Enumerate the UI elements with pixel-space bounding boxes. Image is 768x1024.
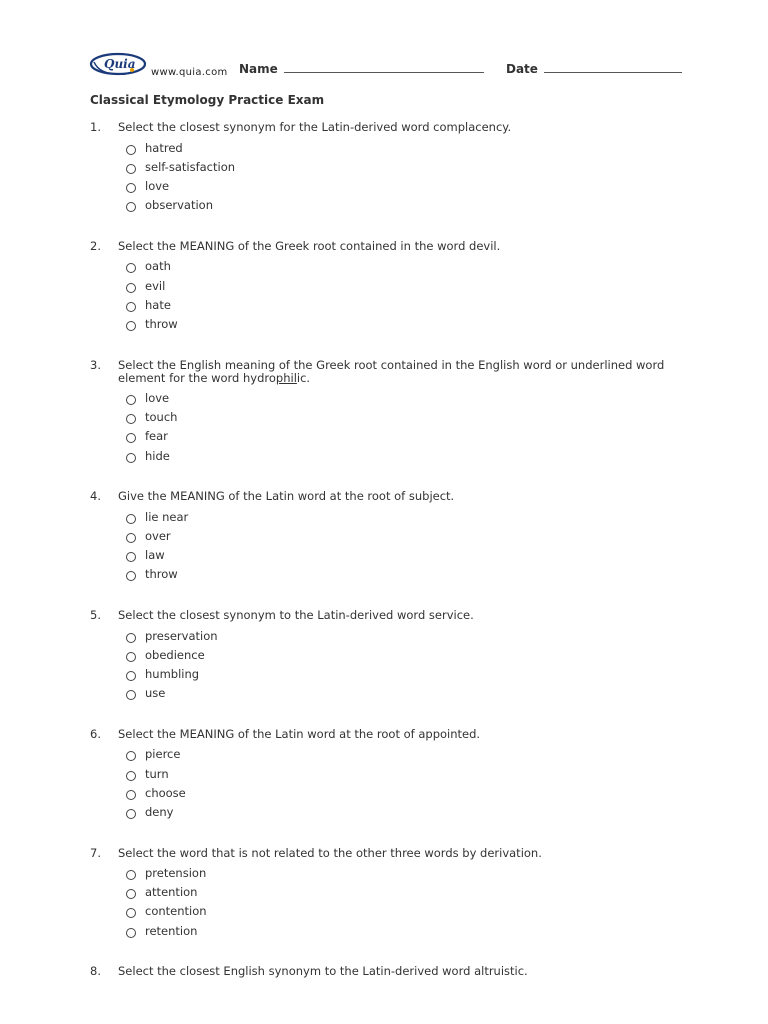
radio-button[interactable] bbox=[126, 164, 136, 174]
radio-button[interactable] bbox=[126, 809, 136, 819]
option-label: throw bbox=[145, 567, 178, 582]
date-field bbox=[506, 62, 682, 76]
radio-button[interactable] bbox=[126, 453, 136, 463]
answer-option[interactable] bbox=[90, 196, 690, 215]
option-label: use bbox=[145, 686, 166, 701]
question-text: Give the MEANING of the Latin word at the root of subject. bbox=[118, 489, 455, 504]
radio-button[interactable] bbox=[126, 690, 136, 700]
quia-logo-icon bbox=[88, 50, 152, 84]
radio-button[interactable] bbox=[126, 889, 136, 899]
question-number: 3. bbox=[90, 357, 101, 372]
option-label: choose bbox=[145, 785, 186, 800]
option-label: self-satisfaction bbox=[145, 159, 236, 174]
answer-option[interactable] bbox=[90, 176, 690, 195]
radio-button[interactable] bbox=[126, 183, 136, 193]
answer-option[interactable] bbox=[90, 684, 690, 703]
radio-button[interactable] bbox=[126, 145, 136, 155]
question-text: Select the word that is not related to the other three words by derivation. bbox=[118, 845, 542, 860]
option-label: observation bbox=[145, 198, 214, 213]
answer-option[interactable] bbox=[90, 507, 690, 526]
question-text-part: ic. bbox=[296, 370, 311, 385]
option-label: hatred bbox=[145, 140, 183, 155]
answer-option[interactable] bbox=[90, 626, 690, 645]
answer-option[interactable] bbox=[90, 802, 690, 821]
answer-option[interactable] bbox=[90, 664, 690, 683]
answer-option[interactable] bbox=[90, 764, 690, 783]
radio-button[interactable] bbox=[126, 771, 136, 781]
answer-option[interactable] bbox=[90, 565, 690, 584]
radio-button[interactable] bbox=[126, 533, 136, 543]
option-label: love bbox=[145, 391, 170, 406]
answer-option[interactable] bbox=[90, 427, 690, 446]
option-label: over bbox=[145, 529, 171, 544]
radio-button[interactable] bbox=[126, 395, 136, 405]
option-label: love bbox=[145, 178, 170, 193]
question-number: 1. bbox=[90, 120, 101, 134]
answer-option[interactable] bbox=[90, 783, 690, 802]
question-text: Select the MEANING of the Greek root contained in the word devil. bbox=[118, 238, 501, 253]
question-number: 4. bbox=[90, 489, 101, 504]
answer-option[interactable] bbox=[90, 883, 690, 902]
exam-title: Classical Etymology Practice Exam bbox=[90, 93, 325, 107]
option-label: oath bbox=[145, 259, 171, 274]
radio-button[interactable] bbox=[126, 433, 136, 443]
question-list bbox=[90, 121, 690, 1003]
option-label: evil bbox=[145, 278, 166, 293]
answer-option[interactable] bbox=[90, 138, 690, 157]
radio-button[interactable] bbox=[126, 870, 136, 880]
question-text: Select the MEANING of the Latin word at the root of appointed. bbox=[118, 726, 481, 741]
answer-option[interactable] bbox=[90, 389, 690, 408]
question bbox=[90, 965, 690, 978]
answer-option[interactable] bbox=[90, 864, 690, 883]
radio-button[interactable] bbox=[126, 571, 136, 581]
radio-button[interactable] bbox=[126, 552, 136, 562]
question bbox=[90, 490, 690, 584]
answer-option[interactable] bbox=[90, 745, 690, 764]
radio-button[interactable] bbox=[126, 263, 136, 273]
answer-option[interactable] bbox=[90, 645, 690, 664]
option-label: turn bbox=[145, 766, 169, 781]
answer-option[interactable] bbox=[90, 921, 690, 940]
answer-option[interactable] bbox=[90, 276, 690, 295]
date-label: Date bbox=[506, 62, 538, 76]
option-label: obedience bbox=[145, 647, 205, 662]
option-label: contention bbox=[145, 904, 207, 919]
radio-button[interactable] bbox=[126, 321, 136, 331]
radio-button[interactable] bbox=[126, 283, 136, 293]
answer-option[interactable] bbox=[90, 526, 690, 545]
radio-button[interactable] bbox=[126, 928, 136, 938]
radio-button[interactable] bbox=[126, 671, 136, 681]
answer-option[interactable] bbox=[90, 408, 690, 427]
question bbox=[90, 121, 690, 215]
date-blank-line bbox=[544, 62, 682, 73]
site-url: www.quia.com bbox=[151, 67, 228, 78]
option-label: hate bbox=[145, 297, 171, 312]
question-number: 2. bbox=[90, 238, 101, 253]
answer-option[interactable] bbox=[90, 314, 690, 333]
answer-option[interactable] bbox=[90, 257, 690, 276]
quia-logo bbox=[88, 50, 238, 84]
radio-button[interactable] bbox=[126, 790, 136, 800]
underlined-word-element: phil bbox=[275, 370, 297, 385]
radio-button[interactable] bbox=[126, 751, 136, 761]
answer-option[interactable] bbox=[90, 446, 690, 465]
radio-button[interactable] bbox=[126, 908, 136, 918]
question bbox=[90, 728, 690, 822]
option-label: humbling bbox=[145, 666, 200, 681]
option-label: law bbox=[145, 548, 165, 563]
name-blank-line bbox=[284, 62, 484, 73]
question-text-part: Select the English meaning of the Greek root contained in the English word or underlined word element for the word hydro bbox=[118, 357, 665, 385]
radio-button[interactable] bbox=[126, 514, 136, 524]
radio-button[interactable] bbox=[126, 652, 136, 662]
svg-text:Quia: Quia bbox=[104, 57, 136, 71]
option-label: hide bbox=[145, 448, 170, 463]
option-label: lie near bbox=[145, 509, 189, 524]
option-label: pierce bbox=[145, 747, 181, 762]
answer-option[interactable] bbox=[90, 902, 690, 921]
question-number: 8. bbox=[90, 964, 101, 979]
question bbox=[90, 359, 690, 466]
radio-button[interactable] bbox=[126, 414, 136, 424]
option-label: preservation bbox=[145, 628, 218, 643]
option-label: pretension bbox=[145, 866, 207, 881]
header bbox=[88, 50, 688, 84]
answer-option[interactable] bbox=[90, 295, 690, 314]
question-text bbox=[118, 359, 690, 385]
question bbox=[90, 609, 690, 703]
option-label: fear bbox=[145, 429, 168, 444]
question bbox=[90, 847, 690, 941]
option-label: deny bbox=[145, 804, 174, 819]
question bbox=[90, 240, 690, 334]
option-label: touch bbox=[145, 410, 178, 425]
answer-option[interactable] bbox=[90, 546, 690, 565]
radio-button[interactable] bbox=[126, 302, 136, 312]
question-text: Select the closest synonym to the Latin-derived word service. bbox=[118, 608, 474, 622]
option-label: attention bbox=[145, 885, 198, 900]
answer-option[interactable] bbox=[90, 157, 690, 176]
option-label: retention bbox=[145, 923, 198, 938]
question-text: Select the closest synonym for the Latin-derived word complacency. bbox=[118, 120, 512, 134]
question-number: 7. bbox=[90, 845, 101, 860]
radio-button[interactable] bbox=[126, 633, 136, 643]
question-number: 5. bbox=[90, 608, 101, 622]
radio-button[interactable] bbox=[126, 202, 136, 212]
name-field bbox=[239, 62, 484, 76]
option-label: throw bbox=[145, 316, 178, 331]
question-text: Select the closest English synonym to the Latin-derived word altruistic. bbox=[118, 964, 528, 979]
name-label: Name bbox=[239, 62, 278, 76]
question-number: 6. bbox=[90, 726, 101, 741]
